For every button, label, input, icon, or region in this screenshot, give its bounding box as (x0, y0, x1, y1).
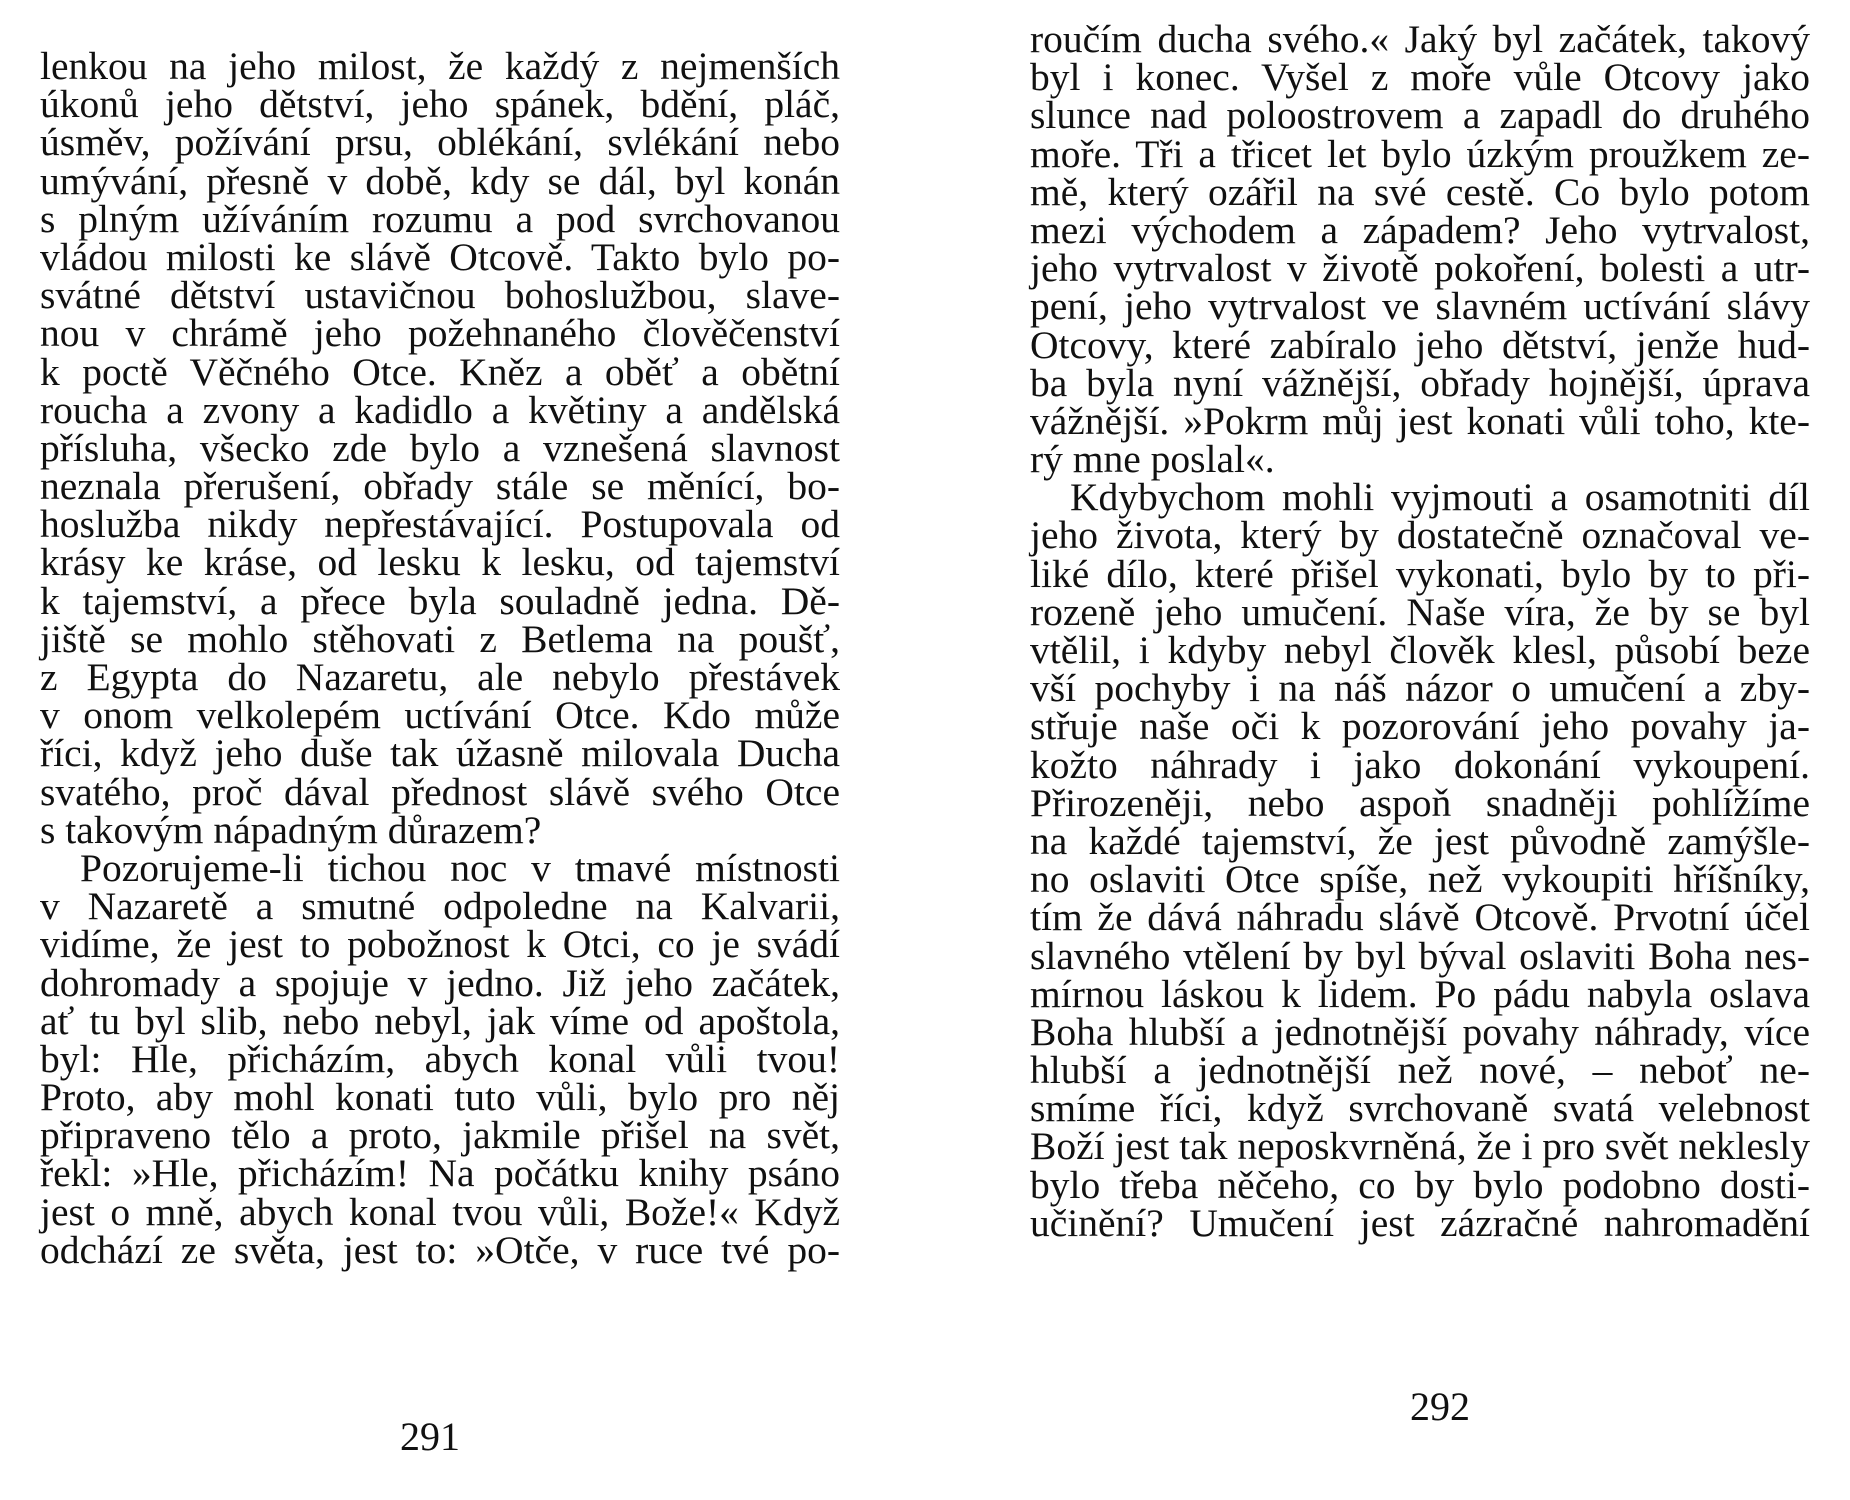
text-line: bylo třeba něčeho, co by bylo podobno dosti- (1030, 1162, 1810, 1207)
text-line: ať tu byl slib, nebo nebyl, jak víme od apoštola, (40, 998, 840, 1043)
text-line: k tajemství, a přece byla souladně jedna. Dě- (40, 578, 840, 623)
text-line: dohromady a spojuje v jedno. Již jeho začátek, (40, 960, 840, 1005)
text-line: rozeně jeho umučení. Naše víra, že by se byl (1030, 589, 1810, 634)
text-line: ba byla nyní vážnější, obřady hojnější, úprava (1030, 360, 1810, 405)
text-line: Boha hlubší a jednotnější povahy náhrady, více (1030, 1009, 1810, 1054)
text-line: říci, když jeho duše tak úžasně milovala Ducha (40, 731, 840, 776)
text-line: umývání, přesně v době, kdy se dál, byl konán (40, 158, 840, 203)
text-line: mírnou láskou k lidem. Po pádu nabyla oslava (1030, 971, 1810, 1016)
text-line: mezi východem a západem? Jeho vytrvalost, (1030, 207, 1810, 252)
text-line: mě, který ozářil na své cestě. Co bylo potom (1030, 169, 1810, 214)
text-line: vládou milosti ke slávě Otcově. Takto bylo po- (40, 234, 840, 279)
text-line: s plným užíváním rozumu a pod svrchovanou (40, 196, 840, 241)
text-line: liké dílo, které přišel vykonati, bylo by to při- (1030, 551, 1810, 596)
text-line: roučím ducha svého.« Jaký byl začátek, takový (1030, 17, 1810, 61)
text-line: hoslužba nikdy nepřestávající. Postupovala od (40, 502, 840, 547)
text-line: Přirozeněji, nebo aspoň snadněji pohlížíme (1030, 780, 1810, 825)
text-line: slavného vtělení by byl býval oslaviti Boha nes- (1030, 933, 1810, 978)
text-line: k poctě Věčného Otce. Kněz a oběť a obětní (40, 349, 840, 394)
text-line: Otcovy, které zabíralo jeho dětství, jenže hud- (1030, 322, 1810, 367)
text-line: smíme říci, když svrchovaně svatá velebnost (1030, 1086, 1810, 1131)
text-line: roucha a zvony a kadidlo a květiny a andělská (40, 387, 840, 432)
text-line: jeho vytrvalost v životě pokoření, bolesti a utr- (1030, 246, 1810, 291)
text-line: no oslaviti Otce spíše, než vykoupiti hříšníky, (1030, 857, 1810, 902)
text-line: byl i konec. Vyšel z moře vůle Otcovy jako (1030, 55, 1810, 100)
text-line: z Egypta do Nazaretu, ale nebylo přestávek (40, 655, 840, 699)
text-line: v onom velkolepém uctívání Otce. Kdo může (40, 693, 840, 738)
text-line: jiště se mohlo stěhovati z Betlema na poušť, (40, 616, 840, 661)
text-line: kožto náhrady i jako dokonání vykoupení. (1030, 742, 1810, 787)
page-number: 292 (1410, 1384, 1470, 1429)
text-line: střuje naše oči k pozorování jeho povahy ja- (1030, 704, 1810, 749)
text-line: Boží jest tak neposkvrněná, že i pro svět neklesly (1030, 1124, 1810, 1169)
text-line: připraveno tělo a proto, jakmile přišel na svět, (40, 1113, 840, 1158)
text-line: úkonů jeho dětství, jeho spánek, bdění, pláč, (40, 82, 840, 127)
left-page-text (40, 44, 840, 1272)
text-line: byl: Hle, přicházím, abych konal vůli tvou! (40, 1036, 840, 1081)
text-line: krásy ke kráse, od lesku k lesku, od tajemství (40, 540, 840, 585)
text-line: Proto, aby mohl konati tuto vůli, bylo pro něj (40, 1075, 840, 1120)
text-line: svátné dětství ustavičnou bohoslužbou, slave- (40, 273, 840, 318)
text-line: tím že dává náhradu slávě Otcově. Prvotní účel (1030, 895, 1810, 940)
text-line: odchází ze světa, jest to: »Otče, v ruce tvé po- (40, 1227, 840, 1272)
right-page-text (1030, 17, 1810, 1245)
text-line: vtělil, i kdyby nebyl člověk klesl, působí beze (1030, 628, 1810, 672)
text-line: moře. Tři a třicet let bylo úzkým proužkem ze- (1030, 131, 1810, 176)
text-line: řekl: »Hle, přicházím! Na počátku knihy psáno (40, 1151, 840, 1196)
text-line: jeho života, který by dostatečně označoval ve- (1030, 513, 1810, 558)
text-line: svatého, proč dával přednost slávě svého Otce (40, 769, 840, 814)
right-page (925, 0, 1850, 1500)
text-line: rý mne poslal«. (1030, 437, 1275, 482)
text-line: hlubší a jednotnější než nové, – neboť ne- (1030, 1048, 1810, 1093)
text-line: nou v chrámě jeho požehnaného člověčenství (40, 311, 840, 356)
text-line: Pozorujeme-li tichou noc v tmavé místnosti (80, 845, 840, 890)
text-line: vší pochyby i na náš názor o umučení a zby- (1030, 666, 1810, 711)
text-line: na každé tajemství, že jest původně zamýšle- (1030, 818, 1810, 863)
text-line: jest o mně, abych konal tvou vůli, Bože!« Když (40, 1189, 840, 1234)
text-line: lenkou na jeho milost, že každý z nejmenších (40, 44, 840, 88)
text-line: pení, jeho vytrvalost ve slavném uctívání slávy (1030, 284, 1810, 329)
text-line: vážnější. »Pokrm můj jest konati vůli toho, kte- (1030, 398, 1810, 443)
text-line: učinění? Umučení jest zázračné nahromadění (1030, 1200, 1810, 1245)
page-number: 291 (400, 1414, 460, 1459)
text-line: úsměv, požívání prsu, oblékání, svlékání nebo (40, 120, 840, 165)
text-line: vidíme, že jest to pobožnost k Otci, co je svádí (40, 922, 840, 967)
text-line: slunce nad poloostrovem a zapadl do druhého (1030, 93, 1810, 138)
text-line: s takovým nápadným důrazem? (40, 807, 542, 852)
text-line: přísluha, všecko zde bylo a vznešená slavnost (40, 425, 840, 470)
text-line: Kdybychom mohli vyjmouti a osamotniti díl (1070, 475, 1810, 520)
text-line: v Nazaretě a smutné odpoledne na Kalvarii, (40, 884, 840, 929)
text-line: neznala přerušení, obřady stále se měnící, bo- (40, 464, 840, 509)
